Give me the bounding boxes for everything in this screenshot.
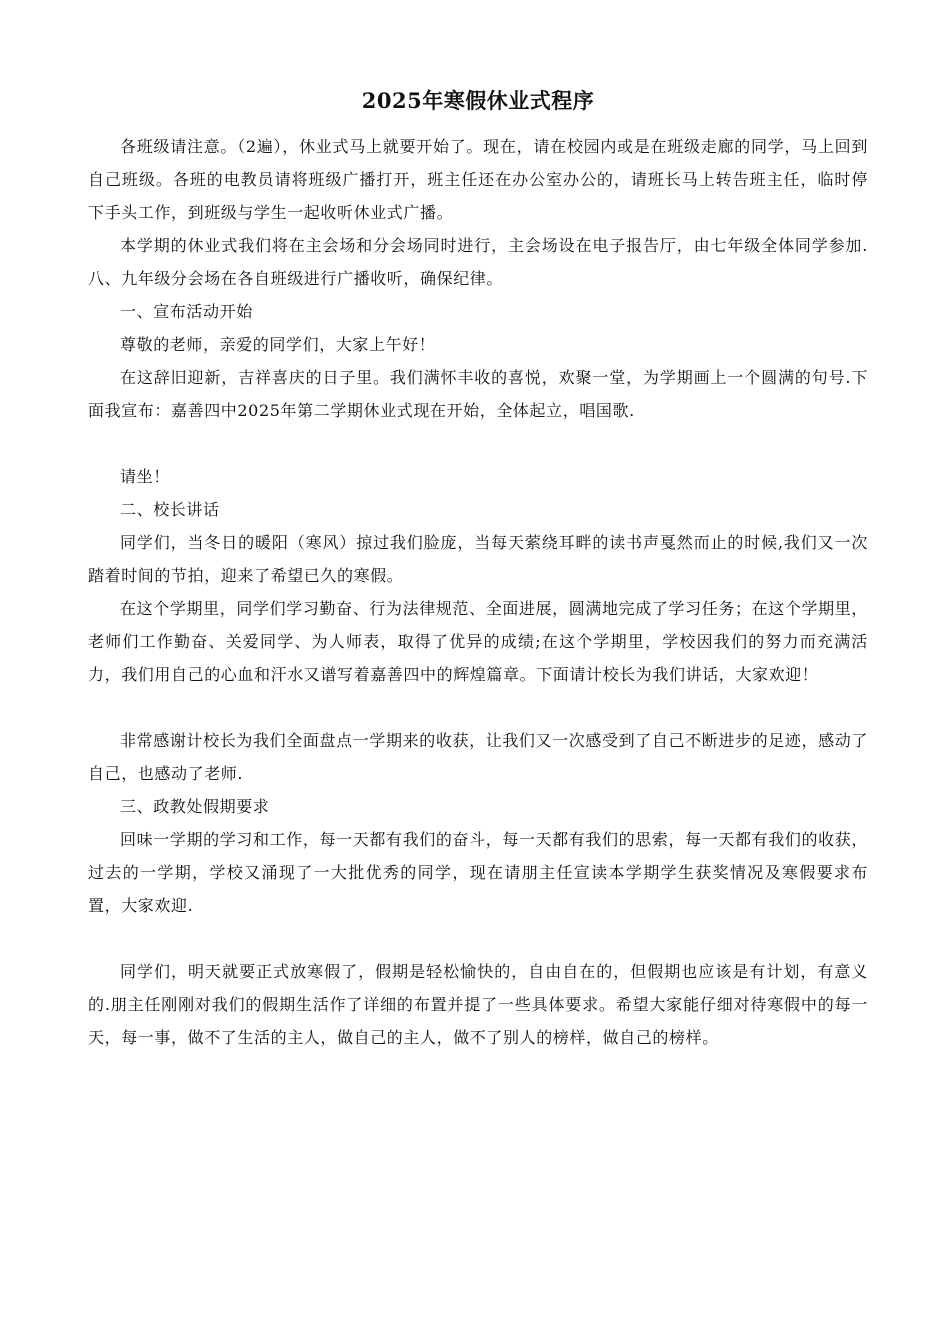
section-heading-holiday-requirements: 三、政教处假期要求 <box>120 797 270 816</box>
section-heading-principal-speech: 二、校长讲话 <box>120 500 220 519</box>
paragraph-greeting: 尊敬的老师，亲爱的同学们，大家上午好！ <box>120 335 436 354</box>
paragraph-opening-announcement: 在这辞旧迎新，吉祥喜庆的日子里。我们满怀丰收的喜悦，欢聚一堂，为学期画上一个圆满的句号.下面我宣布：嘉善四中2025年第二学期休业式现在开始，全体起立，唱国歌. <box>88 368 868 420</box>
paragraph-spacer <box>88 922 868 955</box>
paragraph-semester-review: 在这个学期里，同学们学习勤奋、行为法律规范、全面进展，圆满地完成了学习任务；在这个学期里，老师们工作勤奋、关爱同学、为人师表，取得了优异的成绩;在这个学期里，学校因我们的努力而充满活力，我们用自己的心血和汗水又谱写着嘉善四中的辉煌篇章。下面请计校长为我们讲话，大家欢迎！ <box>88 599 868 684</box>
paragraph-spacer <box>88 691 868 724</box>
paragraph-winter-intro: 同学们，当冬日的暖阳（寒风）掠过我们脸庞，当每天萦绕耳畔的读书声戛然而止的时候,我们又一次踏着时间的节拍，迎来了希望已久的寒假。 <box>88 533 868 585</box>
paragraph-awards-intro: 回味一学期的学习和工作，每一天都有我们的奋斗，每一天都有我们的思索，每一天都有我们的收获，过去的一学期，学校又涌现了一大批优秀的同学，现在请朋主任宣读本学期学生获奖情况及寒假要求布置，大家欢迎. <box>88 830 868 915</box>
paragraph-venue-info: 本学期的休业式我们将在主会场和分会场同时进行，主会场设在电子报告厅，由七年级全体同学参加.八、九年级分会场在各自班级进行广播收听，确保纪律。 <box>88 236 868 288</box>
document-page <box>88 86 868 1054</box>
paragraph-spacer <box>88 427 868 460</box>
paragraph-holiday-advice: 同学们，明天就要正式放寒假了，假期是轻松愉快的，自由自在的，但假期也应该是有计划，有意义的.朋主任刚刚对我们的假期生活作了详细的布置并提了一些具体要求。希望大家能仔细对待寒假中的每一天，每一事，做不了生活的主人，做自己的主人，做不了别人的榜样，做自己的榜样。 <box>88 962 868 1047</box>
document-title: 2025年寒假休业式程序 <box>361 88 595 113</box>
paragraph-thanks-principal: 非常感谢计校长为我们全面盘点一学期来的收获，让我们又一次感受到了自己不断进步的足迹，感动了自己，也感动了老师. <box>88 731 868 783</box>
paragraph-please-sit: 请坐！ <box>120 467 170 486</box>
paragraph-class-notice: 各班级请注意。（2遍），休业式马上就要开始了。现在，请在校园内或是在班级走廊的同学，马上回到自己班级。各班的电教员请将班级广播打开，班主任还在办公室办公的，请班长马上转告班主任，临时停下手头工作，到班级与学生一起收听休业式广播。 <box>88 137 868 222</box>
section-heading-start: 一、宣布活动开始 <box>120 302 253 321</box>
